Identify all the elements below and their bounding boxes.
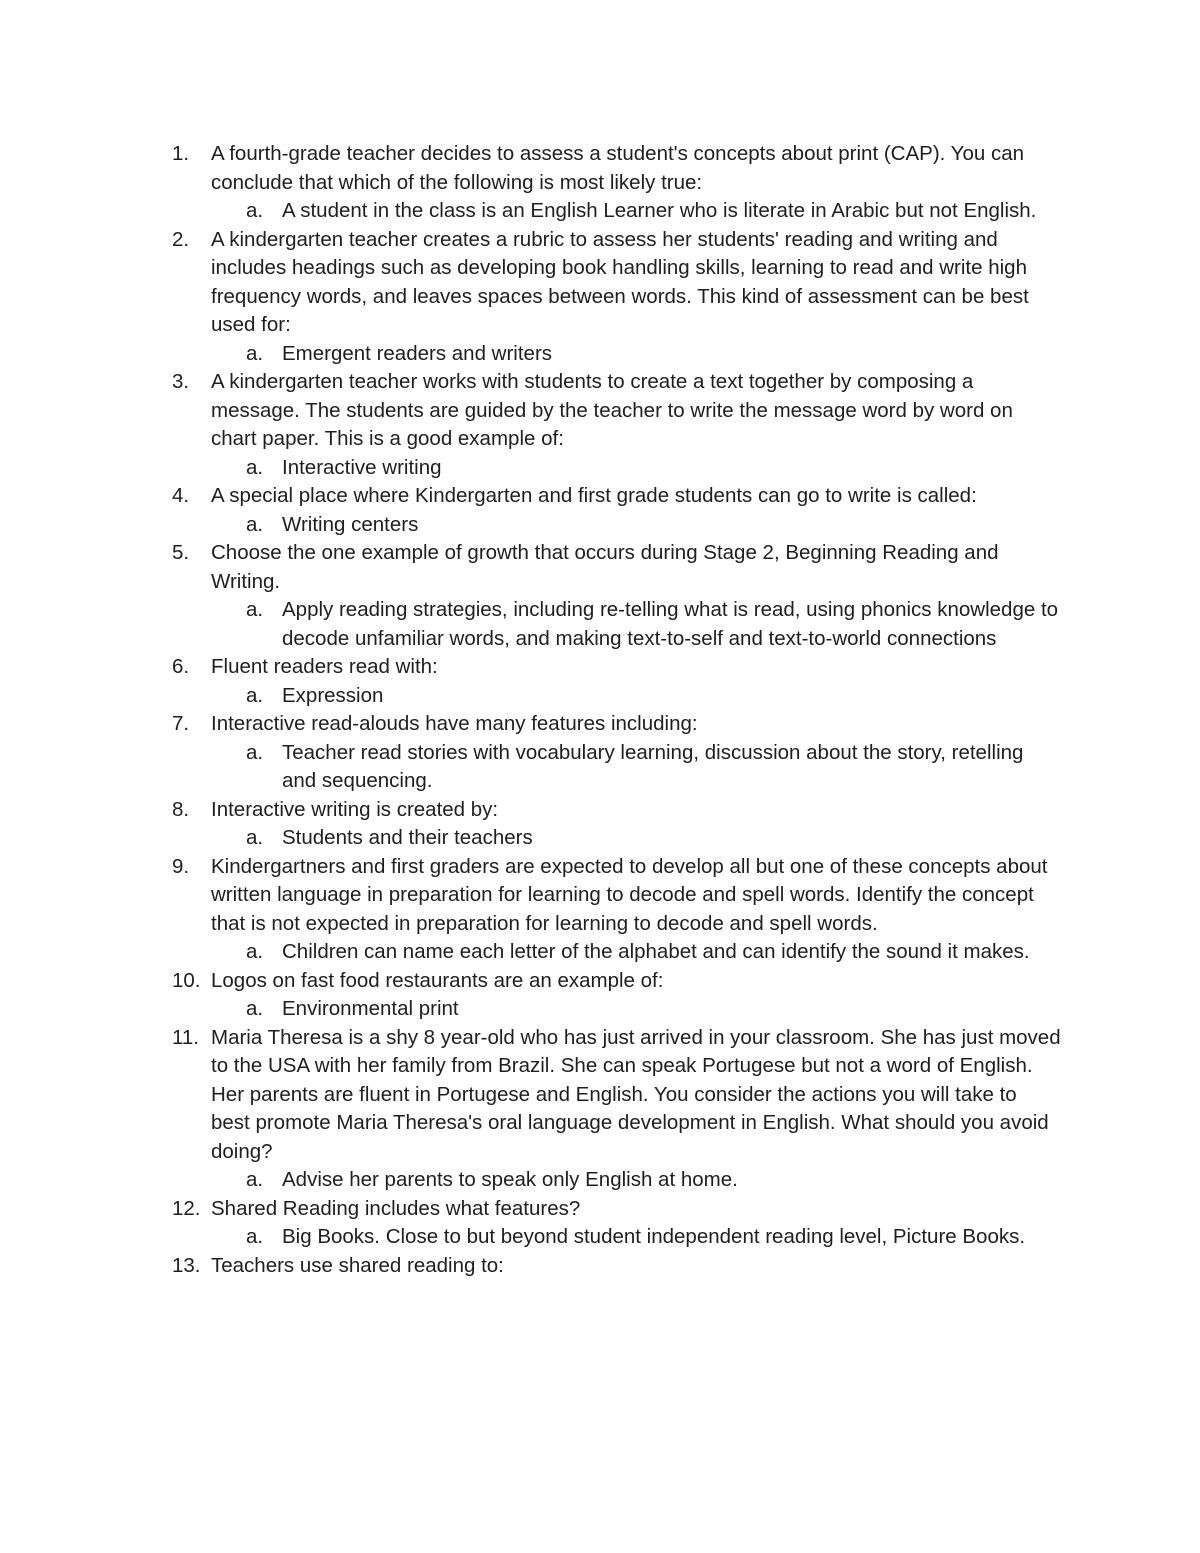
answer-item-10 (0, 995, 1200, 1024)
question-text: Interactive read-alouds have many features including: (211, 712, 698, 735)
answer-text: A student in the class is an English Learner who is literate in Arabic but not English. (282, 199, 1037, 222)
question-item-1 (0, 140, 1200, 197)
answer-text: Students and their teachers (282, 826, 533, 849)
question-number: 3. (172, 370, 190, 393)
answer-item-6 (0, 682, 1200, 711)
answer-text: Expression (282, 683, 384, 707)
answer-letter: a. (246, 826, 264, 849)
question-number: 13. (172, 1253, 201, 1277)
question-number: 12. (172, 1196, 201, 1220)
answer-letter: a. (246, 455, 264, 479)
answer-letter: a. (246, 199, 264, 222)
answer-item-9 (0, 938, 1200, 967)
answer-text: Teacher read stories with vocabulary learning, discussion about the story, retelling and sequencing. (282, 740, 1024, 792)
question-number: 4. (172, 484, 190, 507)
answer-item-3 (0, 454, 1200, 483)
question-item-12 (0, 1195, 1200, 1224)
question-item-13 (0, 1252, 1200, 1281)
question-item-10 (0, 967, 1200, 996)
question-text: A kindergarten teacher works with students to create a text together by composing a message. The students are guided by the teacher to write the message word by word on chart paper. This is a good example of: (211, 370, 1013, 450)
question-number: 8. (172, 797, 190, 821)
answer-item-12 (0, 1223, 1200, 1252)
question-item-3 (0, 368, 1200, 454)
question-text: A special place where Kindergarten and first grade students can go to write is called: (211, 484, 977, 507)
answer-item-5 (0, 596, 1200, 653)
answer-text: Advise her parents to speak only English at home. (282, 1168, 738, 1191)
answer-letter: a. (246, 1225, 264, 1248)
answer-text: Writing centers (282, 512, 419, 536)
question-text: Shared Reading includes what features? (211, 1196, 581, 1220)
question-number: 7. (172, 712, 190, 735)
answer-item-1 (0, 197, 1200, 226)
question-number: 5. (172, 541, 190, 564)
question-text: Kindergartners and first graders are expected to develop all but one of these concepts about written language in preparation for learning to decode and spell words. Identify the concept that is not expected in preparation for learning to decode and spell words. (211, 854, 1048, 935)
question-item-8 (0, 796, 1200, 825)
question-number: 1. (172, 142, 190, 165)
answer-letter: a. (246, 997, 264, 1020)
question-number: 11. (172, 1025, 199, 1049)
question-text: Teachers use shared reading to: (211, 1253, 504, 1277)
answer-text: Interactive writing (282, 455, 442, 479)
answer-text: Emergent readers and writers (282, 341, 553, 365)
question-item-11 (0, 1024, 1200, 1167)
answer-item-4 (0, 511, 1200, 540)
question-text: Interactive writing is created by: (211, 797, 499, 821)
question-number: 9. (172, 854, 190, 878)
question-number: 10. (172, 968, 201, 992)
question-item-6 (0, 653, 1200, 682)
answer-item-2 (0, 340, 1200, 369)
question-text: Fluent readers read with: (211, 655, 438, 678)
answer-text: Apply reading strategies, including re-telling what is read, using phonics knowledge to decode unfamiliar words, and making text-to-self and text-to-world connections (282, 598, 1059, 650)
question-text: Logos on fast food restaurants are an example of: (211, 968, 664, 992)
answer-text: Children can name each letter of the alphabet and can identify the sound it makes. (282, 940, 1030, 963)
question-list (0, 140, 1200, 1280)
answer-letter: a. (246, 1168, 264, 1191)
answer-letter: a. (246, 683, 264, 707)
question-number: 2. (172, 227, 190, 251)
question-item-4 (0, 482, 1200, 511)
question-item-7 (0, 710, 1200, 739)
answer-letter: a. (246, 740, 264, 764)
answer-letter: a. (246, 512, 264, 536)
question-text: A kindergarten teacher creates a rubric to assess her students' reading and writing and includes headings such as developing book handling skills, learning to read and write high frequency words, and leaves spaces between words. This kind of assessment can be best used for: (211, 227, 1029, 336)
answer-letter: a. (246, 341, 264, 365)
answer-letter: a. (246, 598, 264, 621)
answer-text: Environmental print (282, 997, 459, 1020)
answer-text: Big Books. Close to but beyond student independent reading level, Picture Books. (282, 1225, 1026, 1248)
question-text: Choose the one example of growth that occurs during Stage 2, Beginning Reading and Writing. (211, 541, 999, 593)
question-text: Maria Theresa is a shy 8 year-old who has just arrived in your classroom. She has just moved to the USA with her family from Brazil. She can speak Portugese but not a word of English. Her parents are fluent in Portugese and English. You consider the actions you will take to best promote Maria Theresa's oral language development in English. What should you avoid doing? (211, 1025, 1061, 1163)
question-text: A fourth-grade teacher decides to assess a student's concepts about print (CAP). You can conclude that which of the following is most likely true: (211, 142, 1025, 194)
question-item-5 (0, 539, 1200, 596)
answer-letter: a. (246, 940, 264, 963)
answer-item-11 (0, 1166, 1200, 1195)
question-item-2 (0, 226, 1200, 340)
answer-item-7 (0, 739, 1200, 796)
answer-item-8 (0, 824, 1200, 853)
question-number: 6. (172, 655, 190, 678)
question-item-9 (0, 853, 1200, 939)
